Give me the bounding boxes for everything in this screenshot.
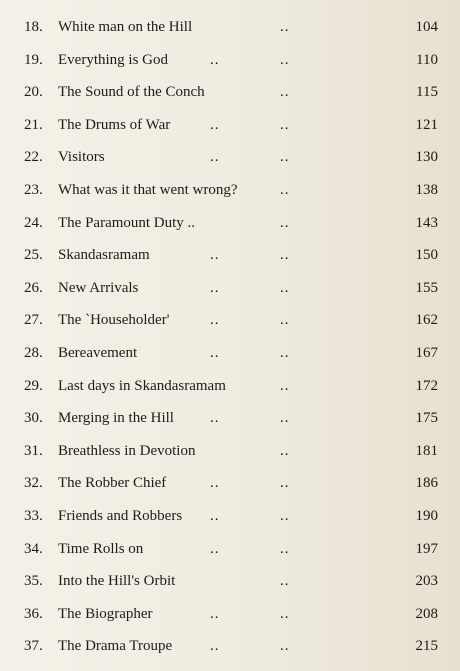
chapter-title: Bereavement: [58, 344, 138, 361]
toc-entry[interactable]: [0, 600, 460, 633]
page-number: 186: [415, 475, 438, 492]
chapter-number: 36.: [24, 605, 43, 622]
leader-dots: ..: [210, 51, 220, 68]
page-number: 155: [415, 279, 438, 296]
leader-dots: ..: [210, 410, 220, 427]
toc-entry[interactable]: [0, 209, 460, 242]
leader-dots: ..: [280, 116, 290, 133]
chapter-title: The Robber Chief: [58, 475, 167, 492]
leader-dots: ..: [210, 507, 220, 524]
toc-entry[interactable]: [0, 274, 460, 307]
chapter-title: Visitors: [58, 149, 105, 166]
chapter-title: The Sound of the Conch: [58, 84, 205, 101]
page-number: 162: [415, 312, 438, 329]
chapter-number: 24.: [24, 214, 43, 231]
chapter-number: 21.: [24, 116, 43, 133]
chapter-title: What was it that went wrong?: [58, 181, 238, 198]
page-number: 215: [415, 638, 438, 655]
toc-entry[interactable]: [0, 339, 460, 372]
chapter-number: 27.: [24, 312, 43, 329]
chapter-title: Friends and Robbers: [58, 507, 183, 524]
chapter-number: 20.: [24, 84, 43, 101]
leader-dots: ..: [280, 312, 290, 329]
leader-dots: ..: [280, 214, 290, 231]
toc-entry[interactable]: [0, 176, 460, 209]
chapter-title: Breathless in Devotion: [58, 442, 196, 459]
leader-dots: ..: [280, 573, 290, 590]
toc-entry[interactable]: [0, 111, 460, 144]
page-number: 172: [415, 377, 438, 394]
chapter-number: 22.: [24, 149, 43, 166]
leader-dots: ..: [280, 475, 290, 492]
page-number: 150: [415, 247, 438, 264]
leader-dots: ..: [280, 279, 290, 296]
page-number: 190: [415, 507, 438, 524]
leader-dots: ..: [280, 181, 290, 198]
leader-dots: ..: [280, 247, 290, 264]
leader-dots: ..: [210, 475, 220, 492]
page-number: 197: [415, 540, 438, 557]
toc-entry[interactable]: [0, 632, 460, 665]
page-number: 181: [415, 442, 438, 459]
toc-entry[interactable]: [0, 535, 460, 568]
chapter-title: Into the Hill's Orbit: [58, 573, 176, 590]
chapter-title: The Paramount Duty ..: [58, 214, 196, 231]
chapter-title: The Biographer: [58, 605, 153, 622]
leader-dots: ..: [280, 51, 290, 68]
page-number: 121: [415, 116, 438, 133]
toc-entry[interactable]: [0, 143, 460, 176]
chapter-number: 28.: [24, 344, 43, 361]
chapter-number: 23.: [24, 181, 43, 198]
toc-entry[interactable]: [0, 306, 460, 339]
page-number: 167: [415, 344, 438, 361]
chapter-number: 29.: [24, 377, 43, 394]
toc-entry[interactable]: [0, 13, 460, 46]
chapter-number: 32.: [24, 475, 43, 492]
toc-entry[interactable]: [0, 567, 460, 600]
chapter-number: 30.: [24, 410, 43, 427]
chapter-title: Skandasramam: [58, 247, 150, 264]
toc-entry[interactable]: [0, 46, 460, 79]
leader-dots: ..: [210, 279, 220, 296]
leader-dots: ..: [210, 344, 220, 361]
page-number: 130: [415, 149, 438, 166]
page-number: 203: [415, 573, 438, 590]
chapter-number: 25.: [24, 247, 43, 264]
chapter-title: Everything is God: [58, 51, 168, 68]
leader-dots: ..: [280, 19, 290, 35]
chapter-title: Time Rolls on: [58, 540, 144, 557]
chapter-title: Last days in Skandasramam: [58, 377, 226, 394]
toc-entry[interactable]: [0, 437, 460, 470]
page-number: 110: [416, 51, 438, 68]
page-number: 143: [415, 214, 438, 231]
leader-dots: ..: [280, 442, 290, 459]
page-number: 175: [415, 410, 438, 427]
chapter-title: White man on the Hill: [58, 19, 193, 35]
toc-entry[interactable]: [0, 241, 460, 274]
chapter-title: The `Householder': [58, 312, 170, 329]
leader-dots: ..: [210, 605, 220, 622]
chapter-title: Merging in the Hill: [58, 410, 174, 427]
chapter-title: The Drama Troupe: [58, 638, 173, 655]
chapter-number: 37.: [24, 638, 43, 655]
leader-dots: ..: [280, 344, 290, 361]
chapter-title: New Arrivals: [58, 279, 139, 296]
table-of-contents: [0, 13, 460, 665]
chapter-number: 19.: [24, 51, 43, 68]
leader-dots: ..: [280, 507, 290, 524]
page-number: 104: [415, 19, 438, 35]
leader-dots: ..: [280, 540, 290, 557]
leader-dots: ..: [280, 410, 290, 427]
toc-entry[interactable]: [0, 404, 460, 437]
toc-entry[interactable]: [0, 469, 460, 502]
chapter-title: The Drums of War: [58, 116, 171, 133]
leader-dots: ..: [280, 377, 290, 394]
leader-dots: ..: [210, 312, 220, 329]
toc-entry[interactable]: [0, 372, 460, 405]
chapter-number: 34.: [24, 540, 43, 557]
leader-dots: ..: [280, 84, 290, 101]
toc-entry[interactable]: [0, 78, 460, 111]
chapter-number: 33.: [24, 507, 43, 524]
leader-dots: ..: [210, 149, 220, 166]
leader-dots: ..: [210, 116, 220, 133]
chapter-number: 35.: [24, 573, 43, 590]
chapter-number: 31.: [24, 442, 43, 459]
leader-dots: ..: [210, 638, 220, 655]
leader-dots: ..: [280, 149, 290, 166]
toc-entry[interactable]: [0, 502, 460, 535]
page-number: 115: [416, 84, 438, 101]
chapter-number: 18.: [24, 19, 43, 35]
leader-dots: ..: [280, 638, 290, 655]
page-number: 138: [415, 181, 438, 198]
leader-dots: ..: [280, 605, 290, 622]
page-number: 208: [415, 605, 438, 622]
leader-dots: ..: [210, 247, 220, 264]
leader-dots: ..: [210, 540, 220, 557]
chapter-number: 26.: [24, 279, 43, 296]
